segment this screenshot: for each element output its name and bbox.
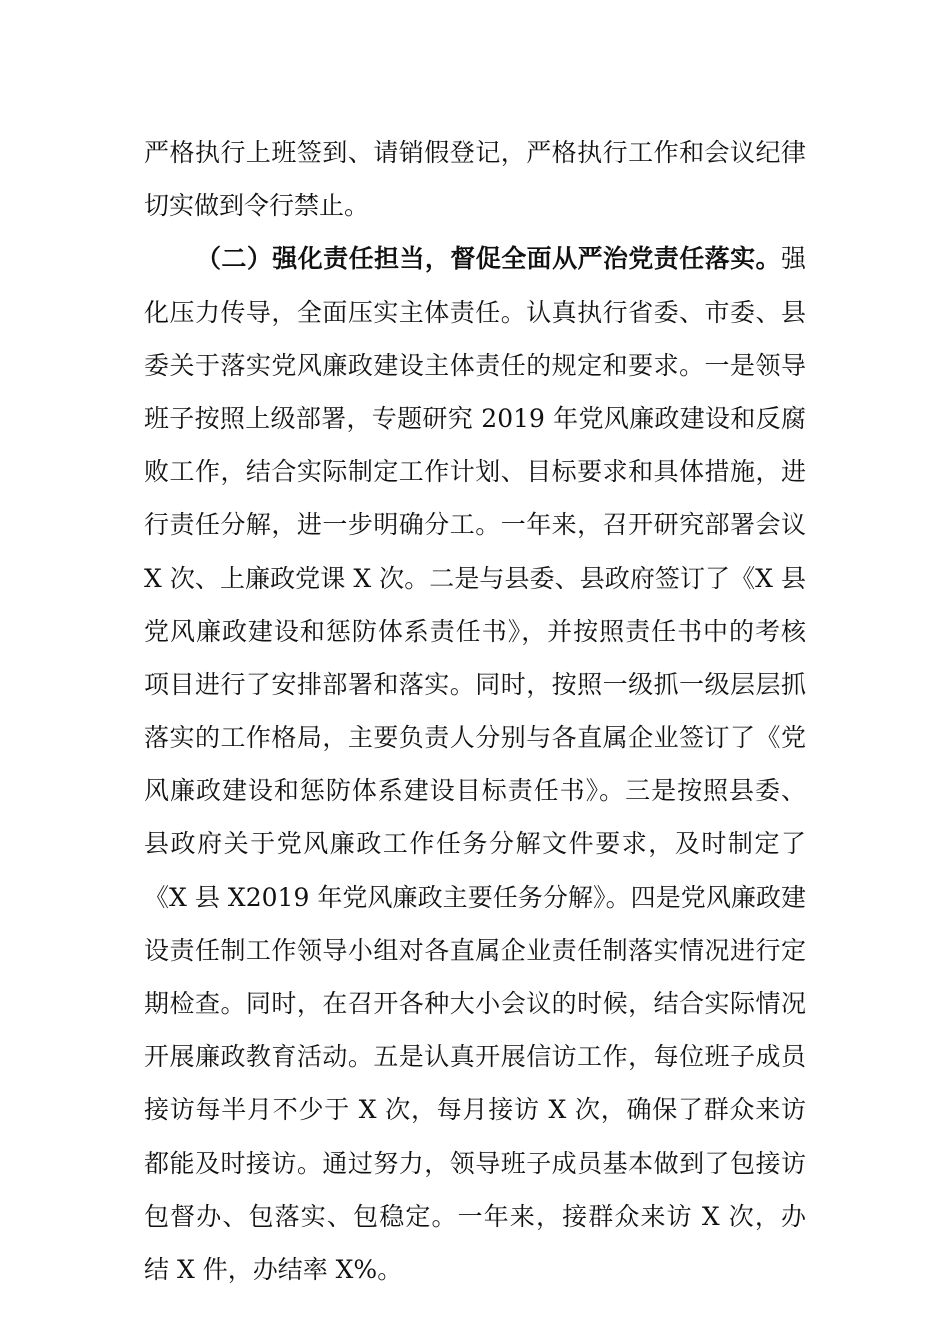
text-line: 败工作，结合实际制定工作计划、目标要求和具体措施，进 [144, 457, 806, 487]
text-line: 包督办、包落实、包稳定。一年来，接群众来访 X 次，办 [144, 1201, 806, 1231]
section-heading: （二）强化责任担当，督促全面从严治党责任落实。 [196, 244, 781, 274]
text-line: 严格执行上班签到、请销假登记，严格执行工作和会议纪律 [144, 138, 806, 167]
text-line: 《X 县 X2019 年党风廉政主要任务分解》。四是党风廉政建 [144, 882, 806, 912]
section-heading-line [144, 232, 806, 285]
text-line: 风廉政建设和惩防体系建设目标责任书》。三是按照县委、 [144, 776, 806, 806]
body-text [144, 126, 806, 1296]
text-line: 项目进行了安排部署和落实。同时，按照一级抓一级层层抓 [144, 669, 806, 699]
text-line: 结 X 件，办结率 X%。 [144, 1254, 403, 1284]
text-line: 接访每半月不少于 X 次，每月接访 X 次，确保了群众来访 [144, 1095, 806, 1125]
text-fragment: 强 [780, 244, 806, 274]
text-line: 都能及时接访。通过努力，领导班子成员基本做到了包接访 [144, 1148, 806, 1178]
text-line: 党风廉政建设和惩防体系责任书》，并按照责任书中的考核 [144, 616, 806, 646]
text-line: 切实做到令行禁止。 [144, 191, 370, 221]
text-line: 县政府关于党风廉政工作任务分解文件要求，及时制定了 [144, 829, 806, 859]
text-line: 期检查。同时，在召开各种大小会议的时候，结合实际情况 [144, 989, 806, 1018]
text-line: 开展廉政教育活动。五是认真开展信访工作，每位班子成员 [144, 1042, 806, 1072]
text-line: 设责任制工作领导小组对各直属企业责任制落实情况进行定 [144, 935, 806, 965]
text-line: 落实的工作格局，主要负责人分别与各直属企业签订了《党 [144, 723, 806, 753]
text-line: 委关于落实党风廉政建设主体责任的规定和要求。一是领导 [144, 350, 806, 380]
text-line: 行责任分解，进一步明确分工。一年来，召开研究部署会议 [144, 510, 806, 540]
text-line: 班子按照上级部署，专题研究 2019 年党风廉政建设和反腐 [144, 403, 806, 433]
text-line: 化压力传导，全面压实主体责任。认真执行省委、市委、县 [144, 297, 806, 327]
text-line: X 次、上廉政党课 X 次。二是与县委、县政府签订了《X 县 [144, 563, 806, 593]
